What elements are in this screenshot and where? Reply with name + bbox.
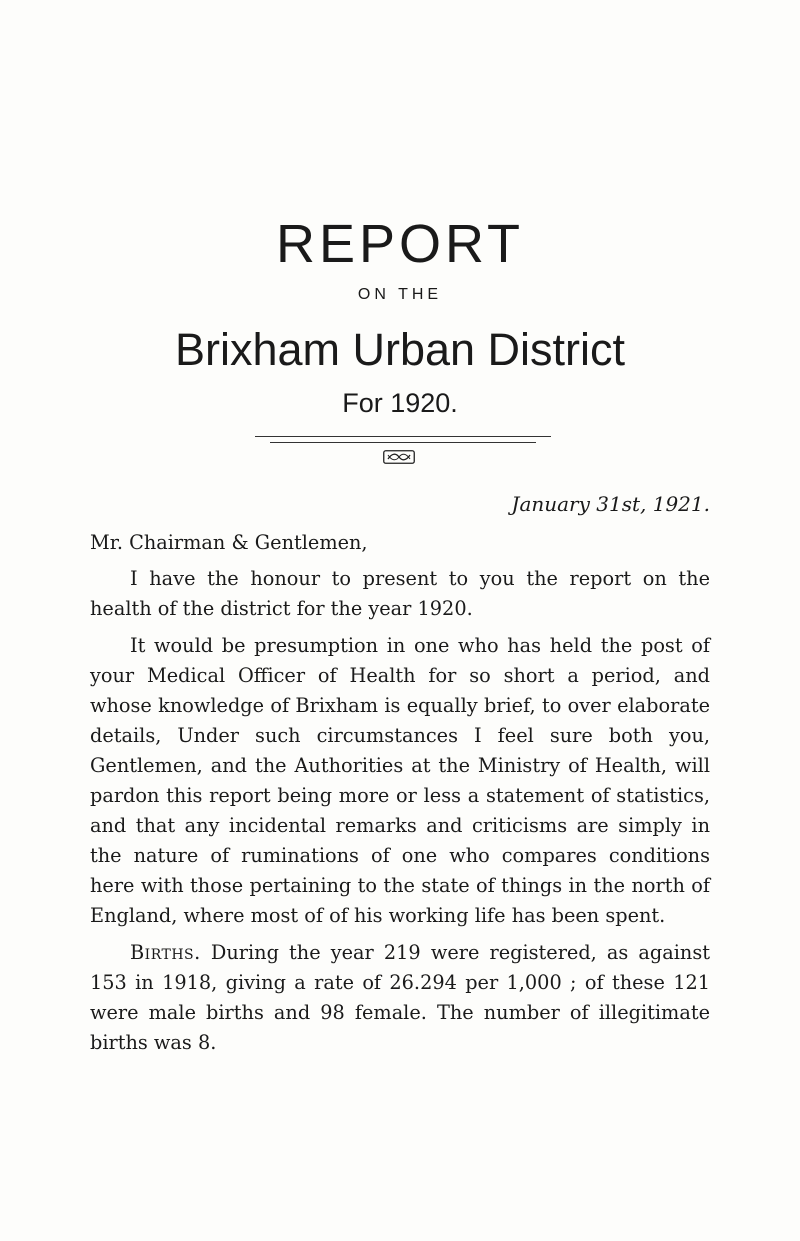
district-name: Brixham Urban District bbox=[174, 324, 626, 375]
paragraph-presumption: It would be presumption in one who has held the post of your Medical Officer of Health for so short a period, and whose knowledge of Brixham is equally brief, to over elaborate details, Under such circumstances I feel sure both you, Gentlemen, and the Authorities at the Ministry of Health, will pardon this report being more or less a statement of statistics, and that any incidental remarks and criticisms are simply in the nature of ruminations of one who compares conditions here with those pertaining to the state of things in the north of England, where most of of his working life has been spent. bbox=[90, 634, 710, 927]
paragraph-births bbox=[90, 938, 710, 1058]
letter-date: January 31st, 1921. bbox=[511, 492, 710, 516]
report-year: For 1920. bbox=[342, 388, 458, 418]
divider-rule-top bbox=[255, 436, 551, 437]
divider-rule-bottom bbox=[270, 442, 536, 443]
letter-body bbox=[90, 528, 710, 1065]
births-text: During the year 219 were registered, as against 153 in 1918, giving a rate of 26.294 per 1,000 ; of these 121 were male births and 98 female. The number of illegitimate births was 8. bbox=[90, 941, 710, 1054]
paragraph-intro: I have the honour to present to you the report on the health of the district for the year 1920. bbox=[90, 567, 710, 620]
ornament-icon bbox=[383, 450, 415, 464]
salutation: Mr. Chairman & Gentlemen, bbox=[90, 531, 368, 554]
report-title: REPORT bbox=[275, 214, 525, 274]
births-heading: Births. bbox=[130, 941, 201, 964]
report-subtitle: ON THE bbox=[357, 286, 443, 303]
